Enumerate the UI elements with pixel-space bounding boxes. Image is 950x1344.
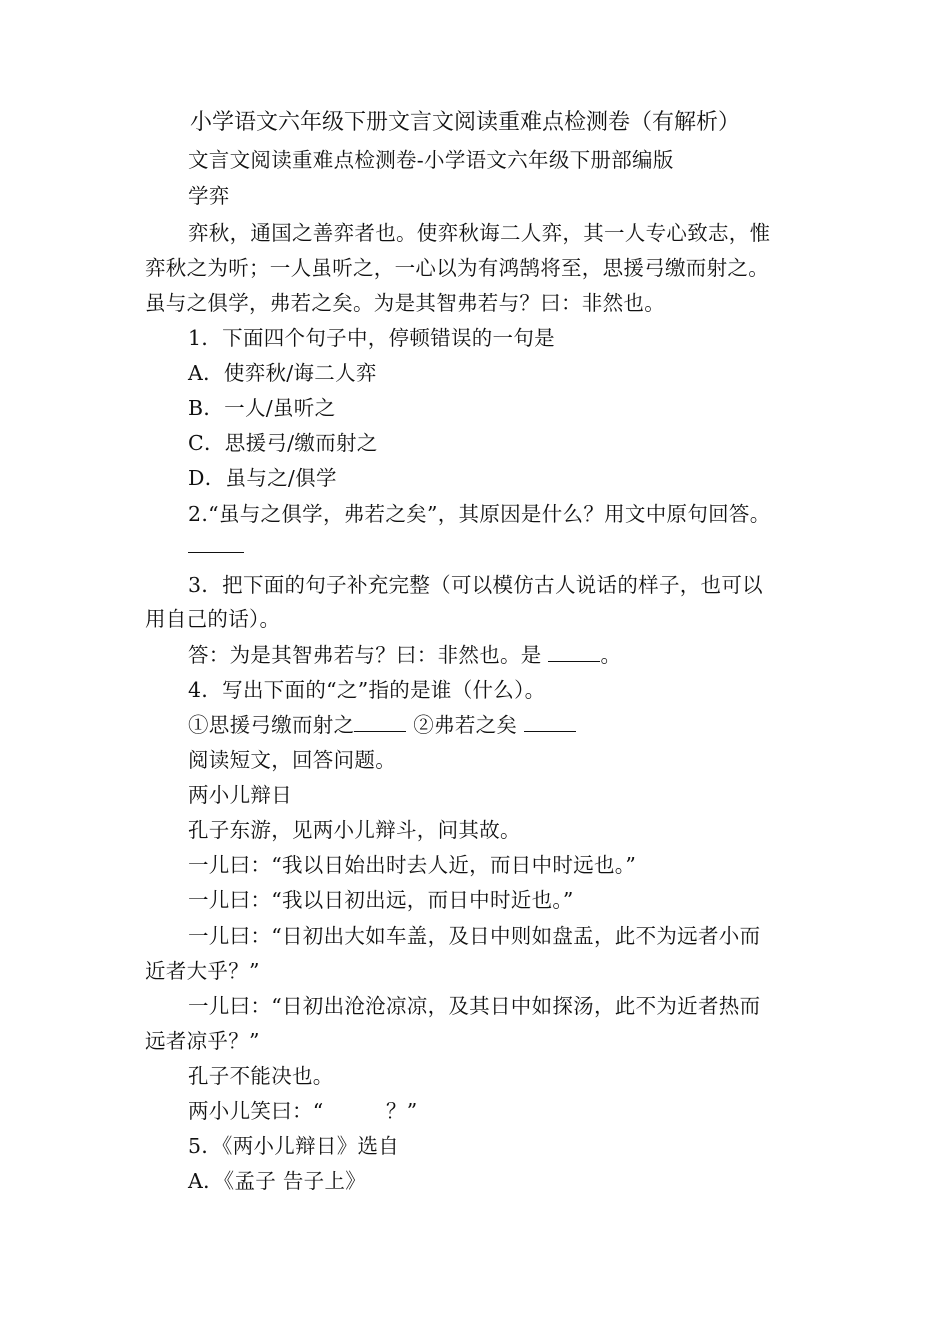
passage1-line: 虽与之俱学，弗若之矣。为是其智弗若与？曰：非然也。	[145, 291, 665, 315]
passage2-line: 一儿曰：“日初出大如车盖，及日中则如盘盂，此不为远者小而	[188, 924, 761, 948]
passage1-line: 弈秋之为听；一人虽听之，一心以为有鸿鹄将至，思援弓缴而射之。	[145, 256, 769, 280]
question-4-part1: ①思援弓缴而射之	[188, 713, 355, 737]
question-4: 4．写出下面的“之”指的是谁（什么）。	[188, 678, 546, 702]
question-3-answer-prefix: 答：为是其智弗若与？曰：非然也。是	[188, 643, 542, 667]
question-2-answer-blank	[188, 532, 244, 560]
question-1-option-b: B．一人/虽听之	[188, 396, 336, 420]
passage2-line: 一儿曰：“日初出沧沧凉凉，及其日中如探汤，此不为近者热而	[188, 994, 761, 1018]
question-4-part2: ②弗若之矣	[413, 713, 518, 737]
passage2-line: 一儿曰：“我以日初出远，而日中时近也。”	[188, 888, 574, 912]
question-1-option-a: A．使弈秋/诲二人弈	[188, 361, 377, 385]
question-4-blank-1	[354, 711, 406, 732]
question-1: 1．下面四个句子中，停顿错误的一句是	[188, 326, 555, 350]
passage2-line: 一儿曰：“我以日始出时去人近，而日中时远也。”	[188, 853, 637, 877]
question-1-option-c: C．思援弓/缴而射之	[188, 431, 378, 455]
question-3-line2: 用自己的话）。	[145, 607, 281, 631]
document-subtitle: 文言文阅读重难点检测卷-小学语文六年级下册部编版	[188, 148, 674, 172]
document-title: 小学语文六年级下册文言文阅读重难点检测卷（有解析）	[190, 110, 741, 135]
question-3-blank	[548, 641, 600, 662]
question-1-option-d: D．虽与之/俱学	[188, 466, 337, 490]
question-4-blank-2	[524, 711, 576, 732]
section-title-liangxiaoer: 两小儿辩日	[188, 783, 292, 807]
question-3-line1: 3．把下面的句子补充完整（可以模仿古人说话的样子，也可以	[188, 573, 763, 597]
question-4-parts	[188, 711, 576, 739]
passage1-line: 弈秋，通国之善弈者也。使弈秋诲二人弈，其一人专心致志，惟	[188, 221, 771, 245]
reading-prompt: 阅读短文，回答问题。	[188, 748, 396, 772]
passage2-line: 近者大乎？”	[145, 959, 260, 983]
question-2: 2.“虽与之俱学，弗若之矣”，其原因是什么？用文中原句回答。	[188, 502, 771, 526]
question-3-answer	[188, 641, 621, 669]
passage2-line: 孔子东游，见两小儿辩斗，问其故。	[188, 818, 521, 842]
question-5-option-a: A．《孟子 告子上》	[188, 1169, 367, 1193]
question-5: 5．《两小儿辩日》选自	[188, 1134, 400, 1158]
passage2-line: 孔子不能决也。	[188, 1064, 334, 1088]
passage2-line: 两小儿笑曰：“ ？”	[188, 1099, 418, 1123]
section-title-xueyi: 学弈	[188, 184, 230, 208]
passage2-line: 远者凉乎？”	[145, 1029, 260, 1053]
question-3-answer-suffix: 。	[600, 643, 622, 667]
